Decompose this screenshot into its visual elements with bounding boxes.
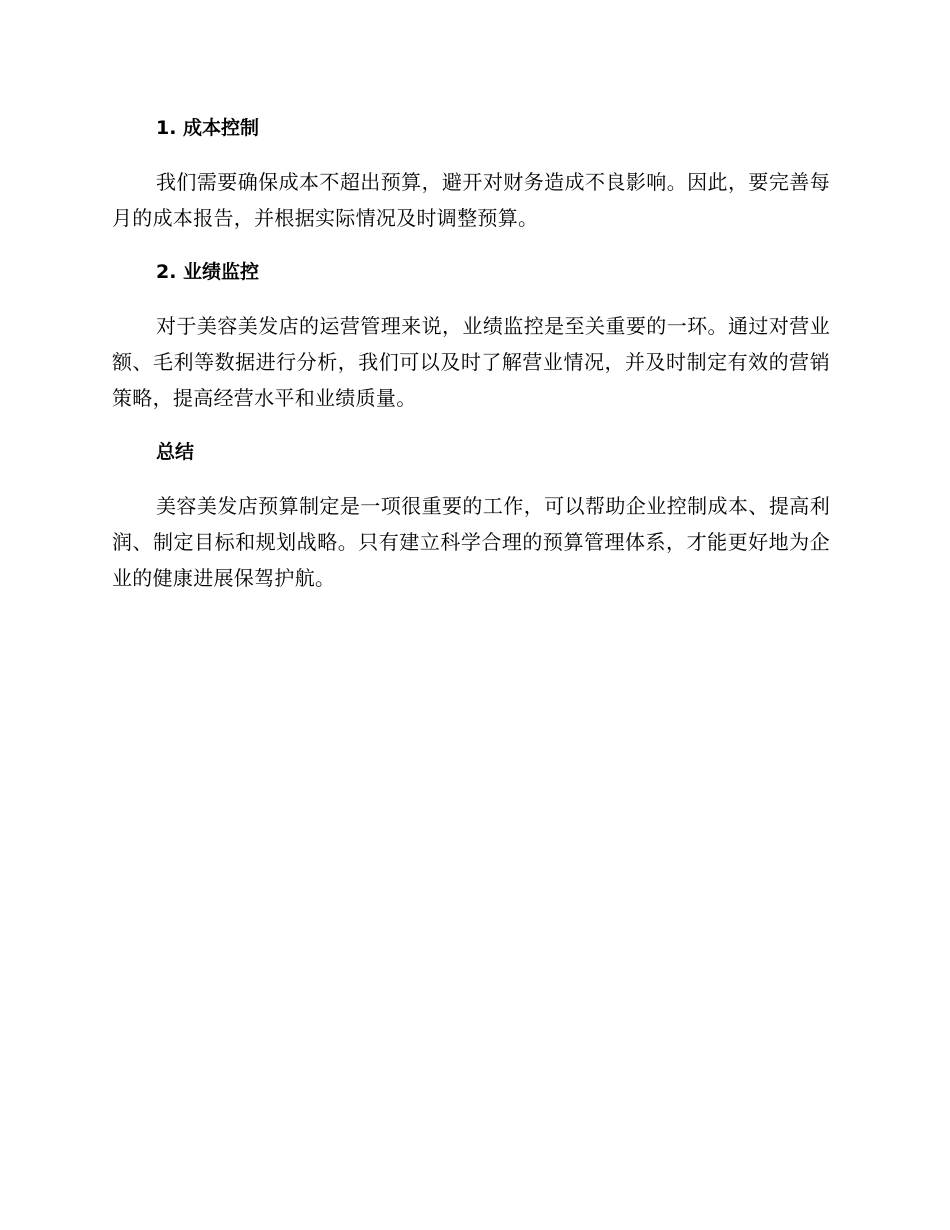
paragraph-performance-monitoring: 对于美容美发店的运营管理来说，业绩监控是至关重要的一环。通过对营业额、毛利等数据进行分析，我们可以及时了解营业情况，并及时制定有效的营销策略，提高经营水平和业绩质量。 xyxy=(112,314,830,410)
paragraph-cost-control: 我们需要确保成本不超出预算，避开对财务造成不良影响。因此，要完善每月的成本报告，并根据实际情况及时调整预算。 xyxy=(112,170,830,230)
paragraph-summary: 美容美发店预算制定是一项很重要的工作，可以帮助企业控制成本、提高利润、制定目标和规划战略。只有建立科学合理的预算管理体系，才能更好地为企业的健康进展保驾护航。 xyxy=(112,494,830,590)
section-heading-summary: 总结 xyxy=(156,441,195,463)
document-page xyxy=(112,110,830,596)
section-heading-performance-monitoring: 2. 业绩监控 xyxy=(156,261,260,283)
section-heading-cost-control: 1. 成本控制 xyxy=(156,117,260,139)
